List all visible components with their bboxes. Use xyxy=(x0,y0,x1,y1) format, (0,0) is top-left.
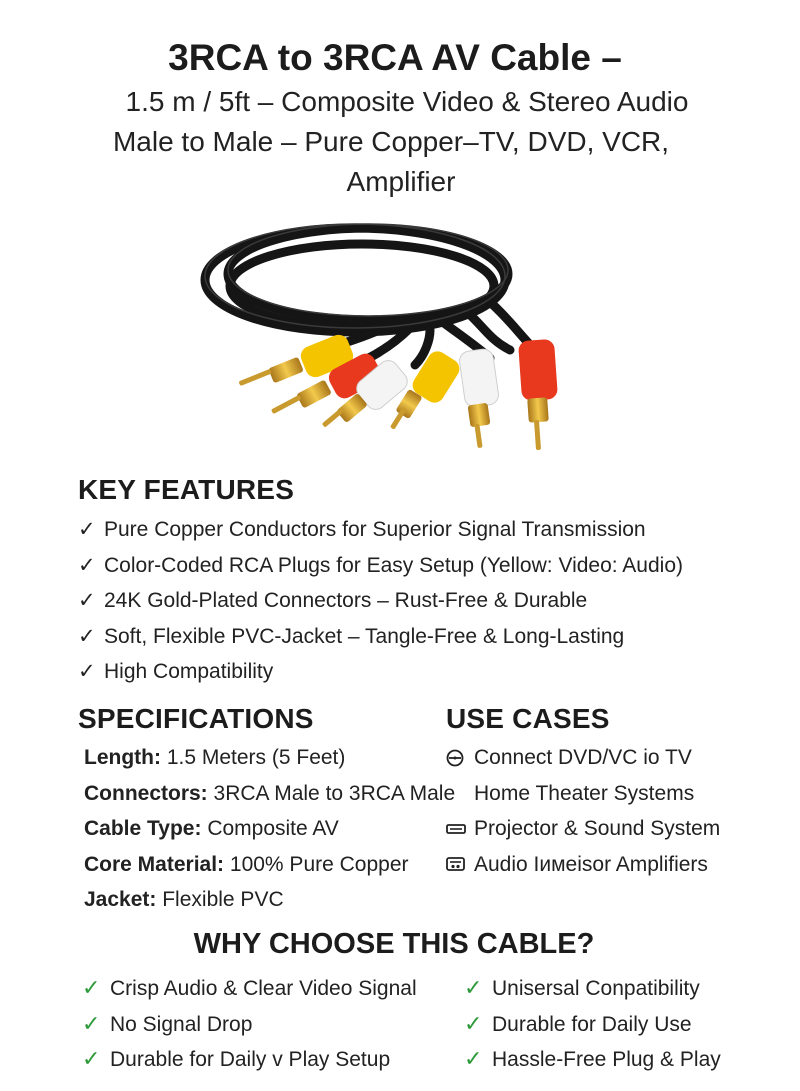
spec-value: Composite AV xyxy=(207,817,339,840)
spec-value: Flexible PVC xyxy=(162,888,284,911)
check-icon: ✓ xyxy=(464,1010,483,1036)
spec-row xyxy=(84,776,474,812)
feature-item: ✓ Soft, Flexible PVC-Jacket – Tangle-Free & Long-Lasting xyxy=(78,619,778,655)
spec-label: Cable Type: xyxy=(84,817,202,840)
check-icon: ✓ xyxy=(78,624,96,648)
benefit-item: ✓ Hassle-Free Plug & Play xyxy=(464,1041,721,1077)
spec-value: 100% Pure Copper xyxy=(229,852,409,876)
spec-row xyxy=(84,740,474,776)
benefit-item: ✓ Unisersal Conpatibility xyxy=(464,970,721,1006)
spec-label: Core Material: xyxy=(84,852,225,876)
benefit-item: ✓ No Signal Drop xyxy=(82,1006,417,1042)
spec-row xyxy=(84,847,474,883)
use-cases-heading: USE CASES xyxy=(446,703,610,734)
check-icon: ✓ xyxy=(78,518,96,541)
check-icon: ✓ xyxy=(82,1046,101,1071)
feature-item: ✓ 24K Gold-Plated Connectors – Rust-Free & Durable xyxy=(78,583,778,619)
use-cases-list xyxy=(446,740,786,882)
specifications-list xyxy=(84,740,474,918)
product-title: 3RCA to 3RCA AV Cable – xyxy=(168,37,622,78)
why-choose-heading: WHY CHOOSE THIS CABLE? xyxy=(193,928,595,960)
product-subtitle-line-1: 1.5 m / 5ft – Composite Video & Stereo Audio xyxy=(125,86,689,117)
rca-cable-image xyxy=(190,210,610,470)
plug-white-right xyxy=(458,348,499,448)
use-case-item: Projector & Sound System xyxy=(446,811,786,847)
use-case-item: Audio Iимеisor Amplifiers xyxy=(446,847,786,883)
check-icon: ✓ xyxy=(78,553,96,577)
product-subtitle-line-2: Male to Male – Pure Copper–TV, DVD, VCR, xyxy=(112,126,670,157)
spec-value: 1.5 Meters (5 Feet) xyxy=(166,746,346,769)
why-choose-left-list xyxy=(82,970,417,1077)
projector-icon xyxy=(446,822,474,836)
plug-red-right xyxy=(518,339,558,450)
check-icon: ✓ xyxy=(78,589,96,612)
feature-item: ✓ Color-Coded RCA Plugs for Easy Setup (Yellow: Video: Audio) xyxy=(78,548,778,584)
why-choose-right-list xyxy=(464,970,721,1077)
title-block xyxy=(0,34,800,202)
speaker-icon xyxy=(446,856,474,872)
benefit-item: ✓ Crisp Audio & Clear Video Signal xyxy=(82,970,417,1006)
key-features-heading: KEY FEATURES xyxy=(78,474,295,505)
use-case-item: Home Theater Systems xyxy=(474,781,695,805)
check-icon: ✓ xyxy=(464,975,483,1000)
use-case-item: Connect DVD/VC io TV xyxy=(446,740,786,776)
spec-row xyxy=(84,882,474,918)
spec-label: Jacket: xyxy=(84,888,157,911)
check-icon: ✓ xyxy=(78,660,96,683)
benefit-item: ✓ Durable for Daily v Play Setup xyxy=(82,1041,417,1077)
product-subtitle-line-3: Amplifier xyxy=(346,166,456,197)
spec-row xyxy=(84,811,474,847)
key-features-list xyxy=(78,512,778,690)
check-icon: ✓ xyxy=(82,1010,101,1036)
disc-icon xyxy=(446,749,474,767)
specifications-heading: SPECIFICATIONS xyxy=(78,703,314,734)
feature-item: ✓ High Compatibility xyxy=(78,654,778,690)
benefit-item: ✓ Durable for Daily Use xyxy=(464,1006,721,1042)
spec-value: 3RCA Male to 3RCA Male xyxy=(213,781,456,805)
spec-label: Length: xyxy=(84,746,161,769)
feature-item: ✓ Pure Copper Conductors for Superior Signal Transmission xyxy=(78,512,778,548)
check-icon: ✓ xyxy=(464,1046,483,1071)
check-icon: ✓ xyxy=(82,975,101,1000)
spec-label: Connectors: xyxy=(84,781,208,805)
